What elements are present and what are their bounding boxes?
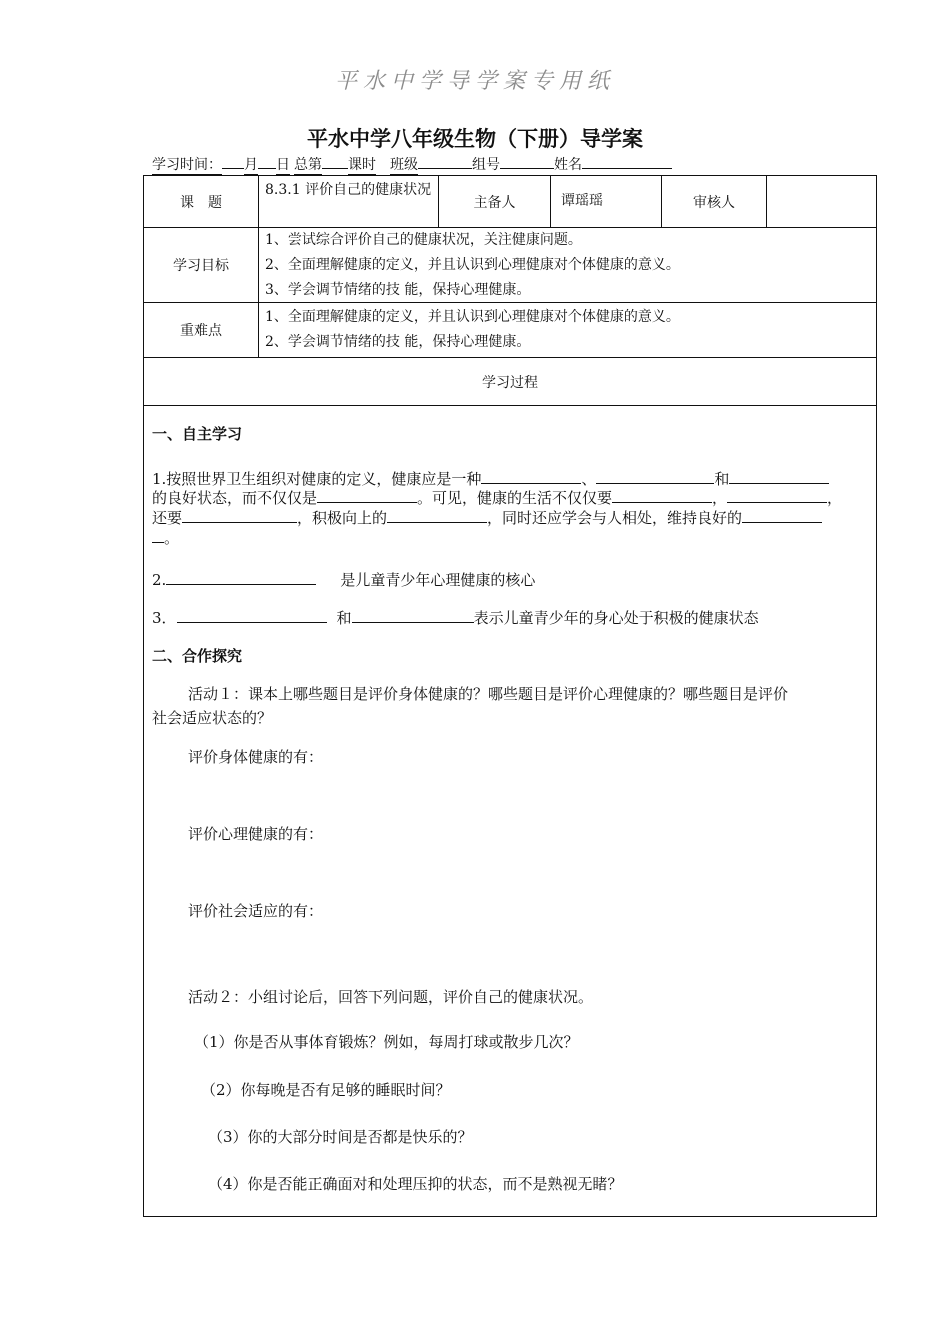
q1-text: ，同时还应学会与人相处，维持良好的 — [487, 509, 743, 527]
q1-blank-5[interactable] — [612, 487, 712, 503]
question-1-line-3 — [152, 507, 822, 528]
document-title: 平水中学八年级生物（下册）导学案 — [307, 127, 643, 151]
q1-text: ， — [712, 489, 728, 507]
activity-2-text: 活动２：小组讨论后，回答下列问题，评价自己的健康状况。 — [188, 988, 594, 1006]
q1-blank-7[interactable] — [182, 507, 297, 523]
goal-item: 3、学会调节情绪的技 能，保持心理健康。 — [265, 282, 531, 298]
name-blank[interactable] — [582, 168, 672, 169]
question-1-line-2 — [152, 487, 842, 508]
q1-text: ， — [827, 489, 843, 507]
physical-health-prompt: 评价身体健康的有： — [188, 748, 324, 766]
q3-number: 3． — [152, 609, 177, 627]
q3-blank-2[interactable] — [352, 607, 474, 623]
goals-list — [265, 228, 680, 303]
day-blank[interactable] — [258, 168, 276, 169]
q1-blank-9[interactable] — [742, 507, 822, 523]
q1-text: 和 — [714, 470, 730, 488]
activity-1-text-cont: 社会适应状态的？ — [152, 709, 273, 727]
activity-2-question: （3）你的大部分时间是否都是快乐的？ — [208, 1128, 473, 1146]
question-1-line-4 — [152, 527, 179, 548]
question-1-line-1 — [152, 468, 829, 489]
q1-blank-1[interactable] — [481, 468, 581, 484]
process-heading: 学习过程 — [482, 374, 538, 391]
section-cooperative-heading: 二、合作探究 — [152, 647, 243, 665]
page-header: 平水中学导学案专用纸 — [334, 69, 615, 94]
q1-text: 的良好状态，而不仅仅是 — [152, 489, 318, 507]
q2-blank[interactable] — [166, 569, 316, 585]
q2-number: 2. — [152, 571, 167, 589]
topic-label: 课 题 — [180, 194, 222, 211]
q1-blank-4[interactable] — [317, 487, 417, 503]
study-time-label: 学习时间： — [152, 154, 222, 175]
activity-2-question: （2）你每晚是否有足够的睡眠时间？ — [201, 1081, 451, 1099]
preparer-value: 谭瑶瑶 — [561, 193, 603, 209]
class-blank[interactable] — [418, 168, 472, 169]
goal-item: 1、尝试综合评价自己的健康状况，关注健康问题。 — [265, 232, 582, 248]
total-blank[interactable] — [322, 168, 348, 169]
q1-blank-2[interactable] — [596, 468, 714, 484]
activity-1-text: 活动１：课本上哪些题目是评价身体健康的？哪些题目是评价心理健康的？哪些题目是评价 — [188, 685, 789, 703]
q3-blank-1[interactable] — [177, 607, 327, 623]
q1-blank-8[interactable] — [387, 507, 487, 523]
q1-text: 1.按照世界卫生组织对健康的定义，健康应是一种 — [152, 470, 482, 488]
q1-text: 。 — [164, 529, 180, 547]
group-label: 组号 — [472, 157, 500, 173]
q1-text: 、 — [581, 470, 597, 488]
name-label: 姓名 — [554, 157, 582, 173]
q1-text: 还要 — [152, 509, 183, 527]
keypoints-label: 重难点 — [180, 323, 222, 339]
section-self-study-heading: 一、自主学习 — [152, 425, 243, 443]
student-info-line — [152, 154, 672, 175]
q1-text: 。可见，健康的生活不仅仅要 — [417, 489, 613, 507]
topic-value: 8.3.1 评价自己的健康状况 — [265, 182, 432, 198]
q2-text: 是儿童青少年心理健康的核心 — [340, 571, 536, 589]
mental-health-prompt: 评价心理健康的有： — [188, 825, 324, 843]
q1-blank-6[interactable] — [727, 487, 827, 503]
month-blank[interactable] — [222, 168, 244, 169]
goals-label: 学习目标 — [173, 258, 229, 274]
question-3 — [152, 607, 759, 628]
q1-blank-3[interactable] — [729, 468, 829, 484]
keypoint-item: 1、全面理解健康的定义，并且认识到心理健康对个体健康的意义。 — [265, 309, 680, 325]
q3-text: 和 — [336, 609, 352, 627]
q3-text: 表示儿童青少年的身心处于积极的健康状态 — [473, 609, 759, 627]
month-label: 月 — [244, 154, 258, 175]
group-blank[interactable] — [500, 168, 554, 169]
lesson-label: 课时 — [348, 154, 376, 175]
total-label: 总第 — [294, 154, 322, 175]
goal-item: 2、全面理解健康的定义，并且认识到心理健康对个体健康的意义。 — [265, 257, 680, 273]
preparer-label: 主备人 — [473, 194, 516, 211]
activity-2-question: （1）你是否从事体育锻炼？例如，每周打球或散步几次？ — [194, 1033, 579, 1051]
keypoints-list — [265, 305, 680, 355]
question-2 — [152, 569, 535, 590]
class-label: 班级 — [390, 154, 418, 175]
day-label: 日 — [276, 154, 290, 175]
keypoint-item: 2、学会调节情绪的技 能，保持心理健康。 — [265, 334, 531, 350]
q1-text: ，积极向上的 — [297, 509, 388, 527]
q1-blank-9-cont[interactable] — [152, 527, 164, 543]
social-adaptation-prompt: 评价社会适应的有： — [188, 902, 324, 920]
activity-2-question: （4）你是否能正确面对和处理压抑的状态，而不是熟视无睹？ — [208, 1175, 623, 1193]
reviewer-label: 审核人 — [693, 194, 735, 211]
